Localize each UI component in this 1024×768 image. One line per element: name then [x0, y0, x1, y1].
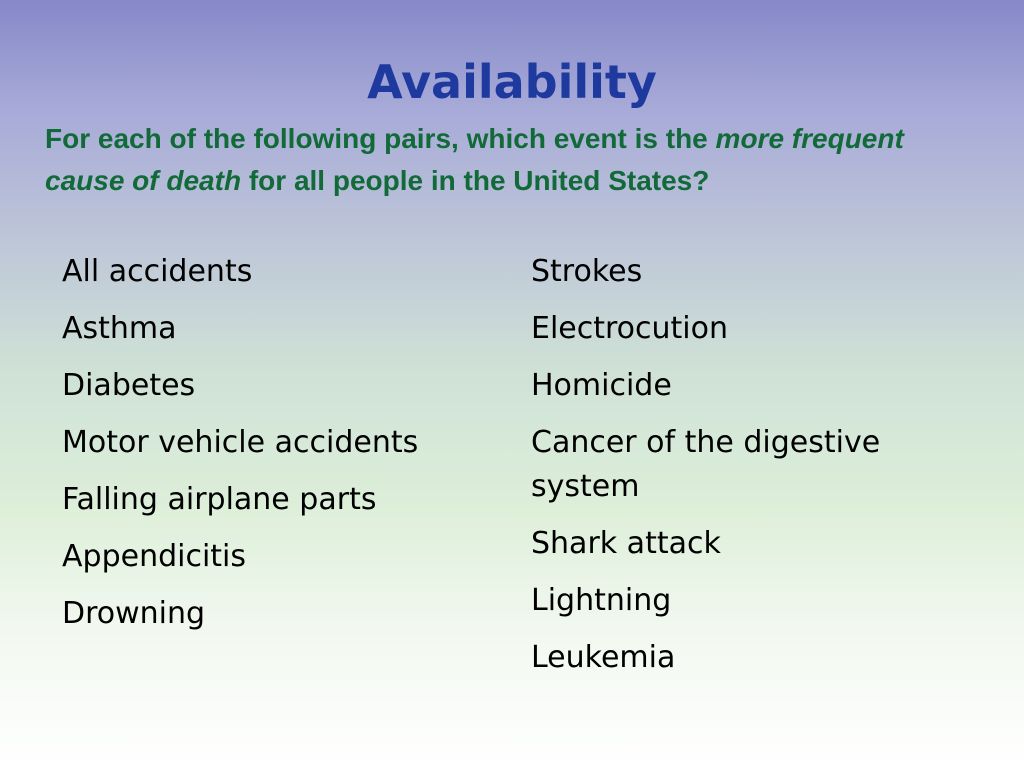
- right-item-strokes: Strokes: [531, 254, 643, 289]
- question-part-2: for all people in the United States?: [241, 165, 710, 196]
- left-item-motor-vehicle-accidents: Motor vehicle accidents: [62, 425, 419, 460]
- left-column-list: [62, 250, 502, 649]
- left-item-falling-airplane-parts: Falling airplane parts: [62, 482, 377, 517]
- right-item-shark-attack: Shark attack: [531, 526, 721, 561]
- left-item-diabetes: Diabetes: [62, 368, 196, 403]
- right-column-list: [531, 250, 971, 693]
- right-item-homicide: Homicide: [531, 368, 672, 403]
- slide-title: Availability: [367, 55, 657, 109]
- left-item-asthma: Asthma: [62, 311, 177, 346]
- left-item-all-accidents: All accidents: [62, 254, 253, 289]
- right-item-lightning: Lightning: [531, 583, 672, 618]
- left-item-appendicitis: Appendicitis: [62, 539, 247, 574]
- question-text: [45, 118, 985, 202]
- question-emphasis: more frequent cause of death: [45, 123, 904, 196]
- question-part-1: For each of the following pairs, which event is the: [45, 123, 716, 154]
- left-item-drowning: Drowning: [62, 596, 206, 631]
- right-item-leukemia: Leukemia: [531, 640, 676, 675]
- right-item-cancer-digestive: Cancer of the digestive system: [531, 425, 881, 504]
- right-item-electrocution: Electrocution: [531, 311, 729, 346]
